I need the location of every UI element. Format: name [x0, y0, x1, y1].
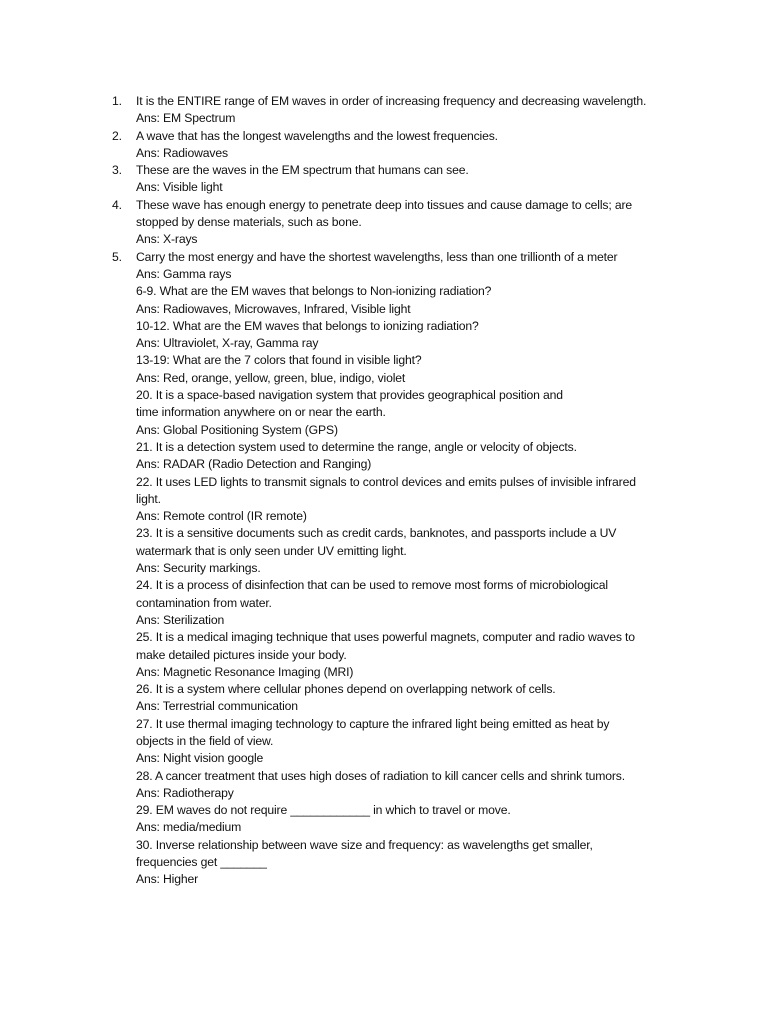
item-number: 1. [112, 94, 122, 108]
text-line: 20. It is a space-based navigation system that provides geographical position and [136, 388, 563, 403]
answer-text: Ans: Radiowaves [136, 145, 228, 160]
text-line: Ans: Terrestrial communication [136, 699, 298, 714]
item-number: 4. [112, 197, 122, 212]
question-text-continued: stopped by dense materials, such as bone. [136, 215, 362, 230]
text-line: make detailed pictures inside your body. [136, 647, 347, 662]
question-text: A wave that has the longest wavelengths and the lowest frequencies. [136, 128, 498, 143]
answer-text: Ans: Visible light [136, 180, 223, 195]
answer-text: Ans: X-rays [136, 232, 198, 247]
text-line: frequencies get _______ [136, 855, 267, 870]
text-line: 22. It uses LED lights to transmit signals to control devices and emits pulses of invisible infrared [136, 474, 636, 489]
text-line: 24. It is a process of disinfection that can be used to remove most forms of microbiological [136, 578, 608, 593]
question-text: These wave has enough energy to penetrate deep into tissues and cause damage to cells; are [136, 197, 633, 212]
text-line: Ans: Red, orange, yellow, green, blue, indigo, violet [136, 370, 406, 385]
answer-text: Ans: Gamma rays [136, 266, 232, 281]
text-line: watermark that is only seen under UV emitting light. [136, 543, 407, 558]
text-line: light. [136, 491, 161, 506]
text-line: 30. Inverse relationship between wave size and frequency: as wavelengths get smaller, [136, 837, 593, 852]
item-number: 5. [112, 249, 122, 264]
text-line: 6-9. What are the EM waves that belongs to Non-ionizing radiation? [136, 284, 492, 299]
text-line: 23. It is a sensitive documents such as credit cards, banknotes, and passports include a UV [136, 526, 617, 541]
text-line: Ans: Radiowaves, Microwaves, Infrared, Visible light [136, 301, 411, 316]
question-text: It is the ENTIRE range of EM waves in order of increasing frequency and decreasing wavelength. [136, 94, 647, 108]
text-line: 29. EM waves do not require ____________ in which to travel or move. [136, 803, 511, 818]
text-line: Ans: Ultraviolet, X-ray, Gamma ray [136, 336, 319, 351]
text-line: Ans: Radiotherapy [136, 785, 234, 800]
question-text: Carry the most energy and have the shortest wavelengths, less than one trillionth of a meter [136, 249, 618, 264]
text-line: 26. It is a system where cellular phones depend on overlapping network of cells. [136, 682, 556, 697]
answer-key-list [112, 93, 676, 889]
text-line: time information anywhere on or near the earth. [136, 405, 386, 420]
text-line: 25. It is a medical imaging technique that uses powerful magnets, computer and radio waves to [136, 630, 635, 645]
list-item [112, 93, 676, 128]
text-line: contamination from water. [136, 595, 272, 610]
list-item [112, 162, 676, 197]
list-item [112, 197, 676, 249]
text-line: 21. It is a detection system used to determine the range, angle or velocity of objects. [136, 439, 577, 454]
text-line: 13-19: What are the 7 colors that found in visible light? [136, 353, 422, 368]
text-line: Ans: RADAR (Radio Detection and Ranging) [136, 457, 372, 472]
answer-text: Ans: EM Spectrum [136, 111, 236, 126]
text-line: Ans: media/medium [136, 820, 242, 835]
text-line: Ans: Higher [136, 872, 199, 887]
question-text: These are the waves in the EM spectrum that humans can see. [136, 163, 469, 178]
item-number: 3. [112, 163, 122, 178]
list-item [112, 128, 676, 163]
text-line: 10-12. What are the EM waves that belongs to ionizing radiation? [136, 318, 479, 333]
text-line: Ans: Global Positioning System (GPS) [136, 422, 338, 437]
text-line: Ans: Remote control (IR remote) [136, 509, 307, 524]
text-line: Ans: Sterilization [136, 612, 225, 627]
text-line: Ans: Security markings. [136, 561, 261, 576]
text-line: 27. It use thermal imaging technology to capture the infrared light being emitted as heat by [136, 716, 610, 731]
list-item [112, 249, 676, 284]
text-line: 28. A cancer treatment that uses high doses of radiation to kill cancer cells and shrink tumors. [136, 768, 625, 783]
text-line: Ans: Magnetic Resonance Imaging (MRI) [136, 664, 354, 679]
item-number: 2. [112, 128, 122, 143]
text-line: objects in the field of view. [136, 733, 274, 748]
text-line: Ans: Night vision google [136, 751, 264, 766]
